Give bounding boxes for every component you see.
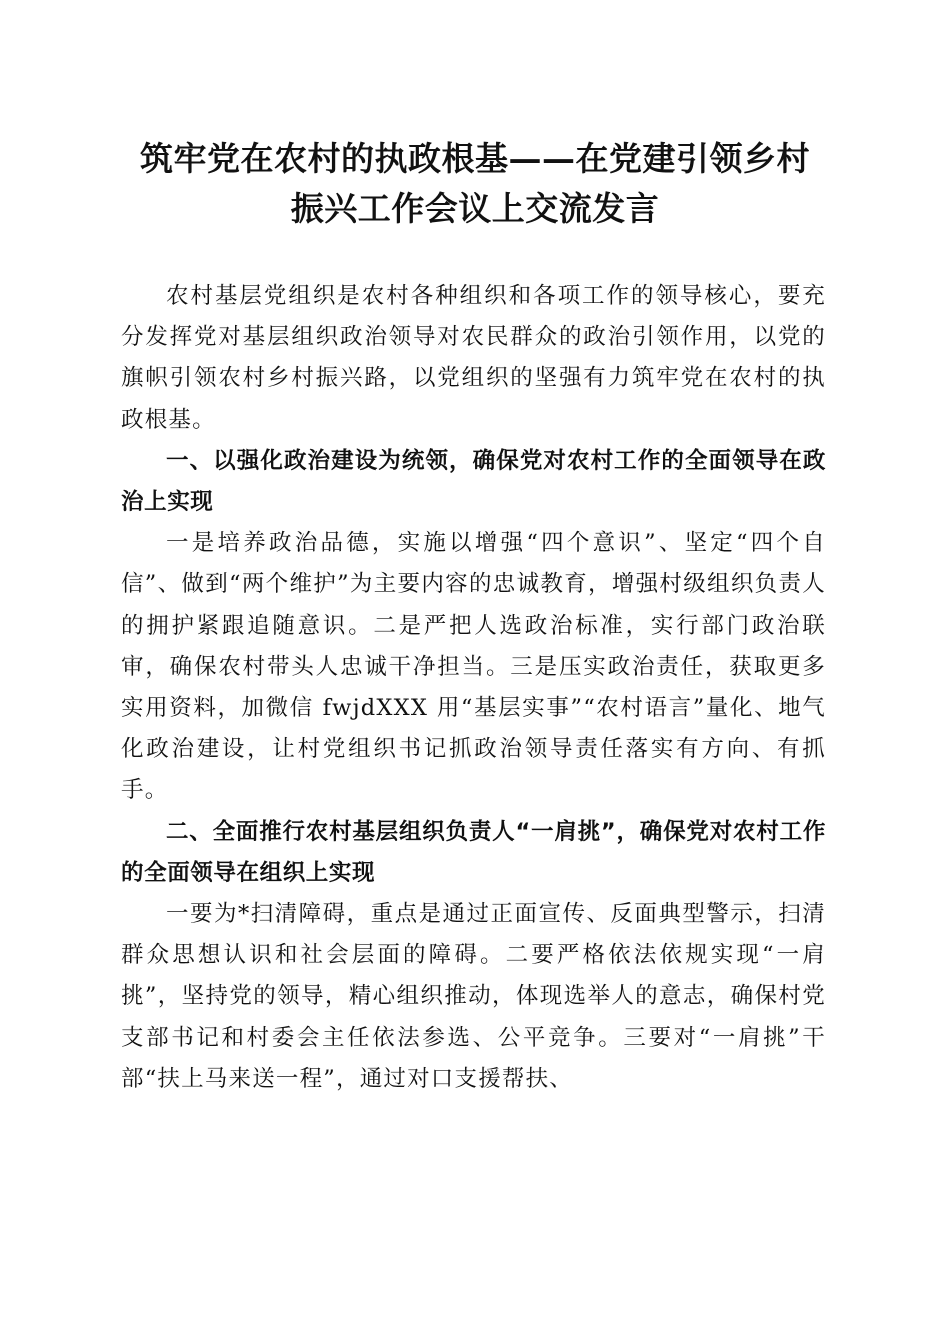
section-2-heading: 二、全面推行农村基层组织负责人“一肩挑”，确保党对农村工作的全面领导在组织上实现 — [121, 818, 826, 886]
section-1-heading: 一、以强化政治建设为统领，确保党对农村工作的全面领导在政治上实现 — [121, 447, 826, 516]
document-title — [100, 134, 850, 234]
intro-paragraph: 农村基层党组织是农村各种组织和各项工作的领导核心，要充分发挥党对基层组织政治领导对农民群众的政治引领作用，以党的旗帜引领农村乡村振兴路，以党组织的坚强有力筑牢党在农村的执政根基。 — [121, 283, 826, 433]
section-1-paragraph: 一是培养政治品德，实施以增强“四个意识”、坚定“四个自信”、做到“两个维护”为主要内容的忠诚教育，增强村级组织负责人的拥护紧跟追随意识。二是严把人选政治标准，实行部门政治联审，确保农村带头人忠诚干净担当。三是压实政治责任，获取更多实用资料，加微信 fwjdXXX 用“基层实事”“农村语言”量化、地气化政治建设，让村党组织书记抓政治领导责任落实有方向、有抓手。 — [121, 530, 826, 804]
document-body — [121, 276, 826, 1100]
section-2-paragraph: 一要为*扫清障碍，重点是通过正面宣传、反面典型警示，扫清群众思想认识和社会层面的障碍。二要严格依法依规实现“一肩挑”，坚持党的领导，精心组织推动，体现选举人的意志，确保村党支部书记和村委会主任依法参选、公平竞争。三要对“一肩挑”干部“扶上马来送一程”，通过对口支援帮扶、 — [121, 901, 826, 1092]
title-line-2: 振兴工作会议上交流发言 — [290, 189, 660, 228]
title-line-1: 筑牢党在农村的执政根基——在党建引领乡村 — [140, 139, 810, 178]
